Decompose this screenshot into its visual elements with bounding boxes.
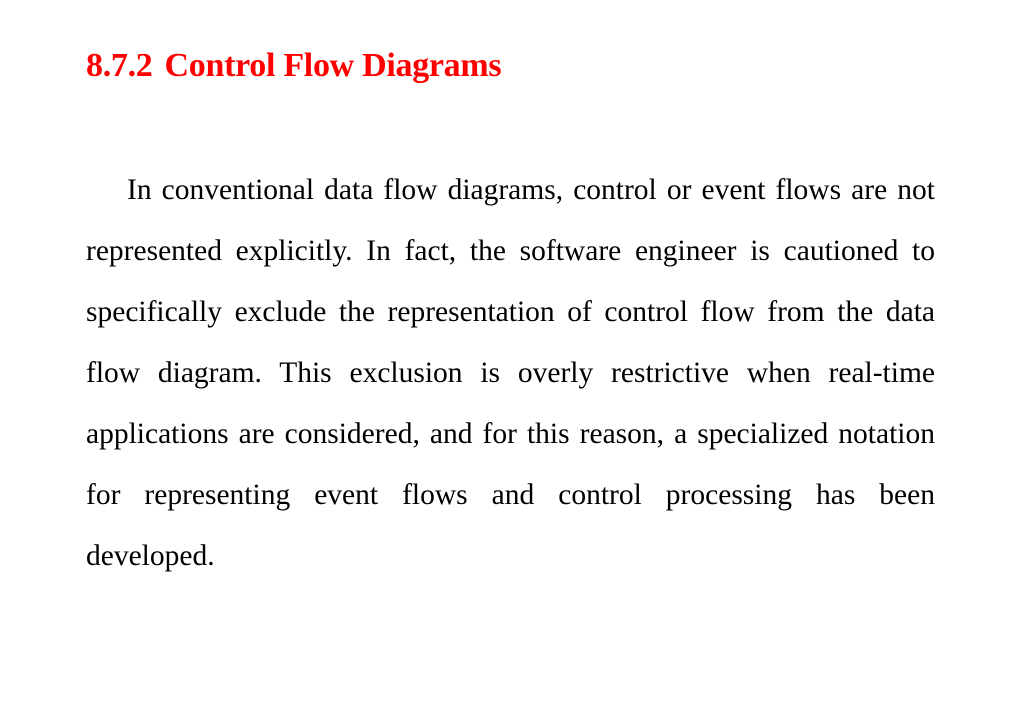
section-number: 8.7.2 — [86, 47, 153, 84]
section-heading — [86, 46, 501, 85]
body-paragraph: In conventional data flow diagrams, control or event flows are not represented explicitly. In fact, the software engineer is cautioned to specifically exclude the representation of control flow from the data flow diagram. This exclusion is overly restrictive when real-time applications are considered, and for this reason, a specialized notation for representing event flows and control processing has been developed. — [86, 174, 935, 572]
section-title: Control Flow Diagrams — [164, 47, 502, 84]
